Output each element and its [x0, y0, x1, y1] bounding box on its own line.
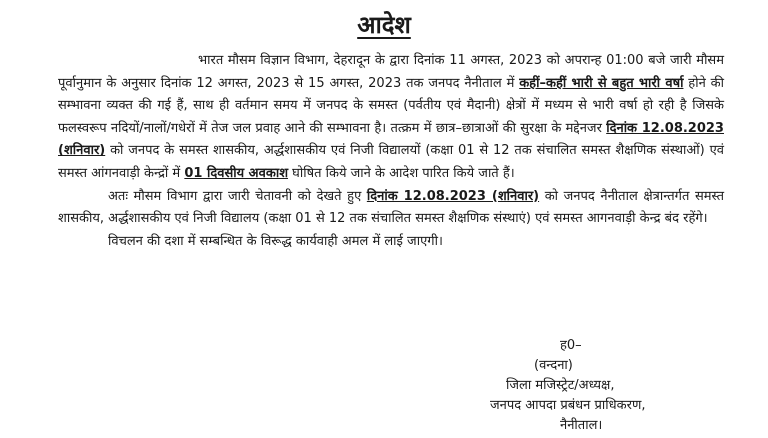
- order-body: [58, 50, 724, 253]
- paragraph-2-text-1: अतः मौसम विभाग द्वारा जारी चेतावनी को देखते हुए: [108, 188, 367, 204]
- paragraph-2-highlight-date: दिनांक 12.08.2023 (शनिवार): [366, 188, 540, 204]
- document-title: आदेश: [357, 11, 411, 39]
- signature-block: [490, 336, 710, 436]
- signatory-authority: जनपद आपदा प्रबंधन प्राधिकरण,: [490, 398, 646, 413]
- paragraph-1-highlight-holiday: 01 दिवसीय अवकाश: [184, 165, 289, 181]
- paragraph-2-text-2: को जनपद नैनीताल क्षेत्रान्तर्गत समस्त शासकीय, अर्द्धशासकीय एवं निजी विद्यालय (कक्षा 01 से 12 तक संचालित समस्त शैक्षणिक संस्थाएं) एवं समस्त आगनवाड़ी केन्द्र बंद रहेंगे।: [58, 188, 724, 227]
- paragraph-2: [58, 186, 724, 231]
- paragraph-1-text-2: होने की सम्भावना व्यक्त की गई हैं, साथ ही वर्तमान समय में जनपद के समस्त (पर्वतीय एवं मैदानी) क्षेत्रों में मध्यम से भारी वर्षा हो रही है जिसके फलस्वरूप नदियों/नालों/गधेरों में तेज जल प्रवाह आने की सम्भावना है। तत्क्रम में छात्र–छात्राओं की सुरक्षा के मद्देनजर: [58, 75, 724, 136]
- paragraph-1-text-4: घोषित किये जाने के आदेश पारित किये जाते हैं।: [288, 165, 515, 181]
- signatory-name: (वन्दना): [534, 358, 573, 373]
- signatory-place: नैनीताल।: [560, 418, 603, 433]
- paragraph-1-highlight-date: दिनांक 12.08.2023 (शनिवार): [58, 120, 724, 159]
- signature-mark: ह0–: [560, 338, 582, 353]
- paragraph-1-highlight-rain: कहीं–कहीं भारी से बहुत भारी वर्षा: [519, 75, 684, 91]
- paragraph-3: विचलन की दशा में सम्बन्धित के विरूद्ध कार्यवाही अमल में लाई जाएगी।: [108, 233, 443, 249]
- signatory-designation: जिला मजिस्ट्रेट/अध्यक्ष,: [506, 378, 615, 393]
- paragraph-1-text-1: भारत मौसम विज्ञान विभाग, देहरादून के द्वारा दिनांक 11 अगस्त, 2023 को अपरान्ह 01:00 बजे जारी मौसम पूर्वानुमान के अनुसार दिनांक 12 अगस्त, 2023 से 15 अगस्त, 2023 तक जनपद नैनीताल में: [58, 53, 724, 91]
- paragraph-1: [58, 50, 724, 186]
- paragraph-1-text-3: को जनपद के समस्त शासकीय, अर्द्धशासकीय एवं निजी विद्यालयों (कक्षा 01 से 12 तक संचालित समस्त शैक्षणिक संस्थाओं) एवं समस्त आंगनवाड़ी केन्द्रों में: [58, 143, 724, 181]
